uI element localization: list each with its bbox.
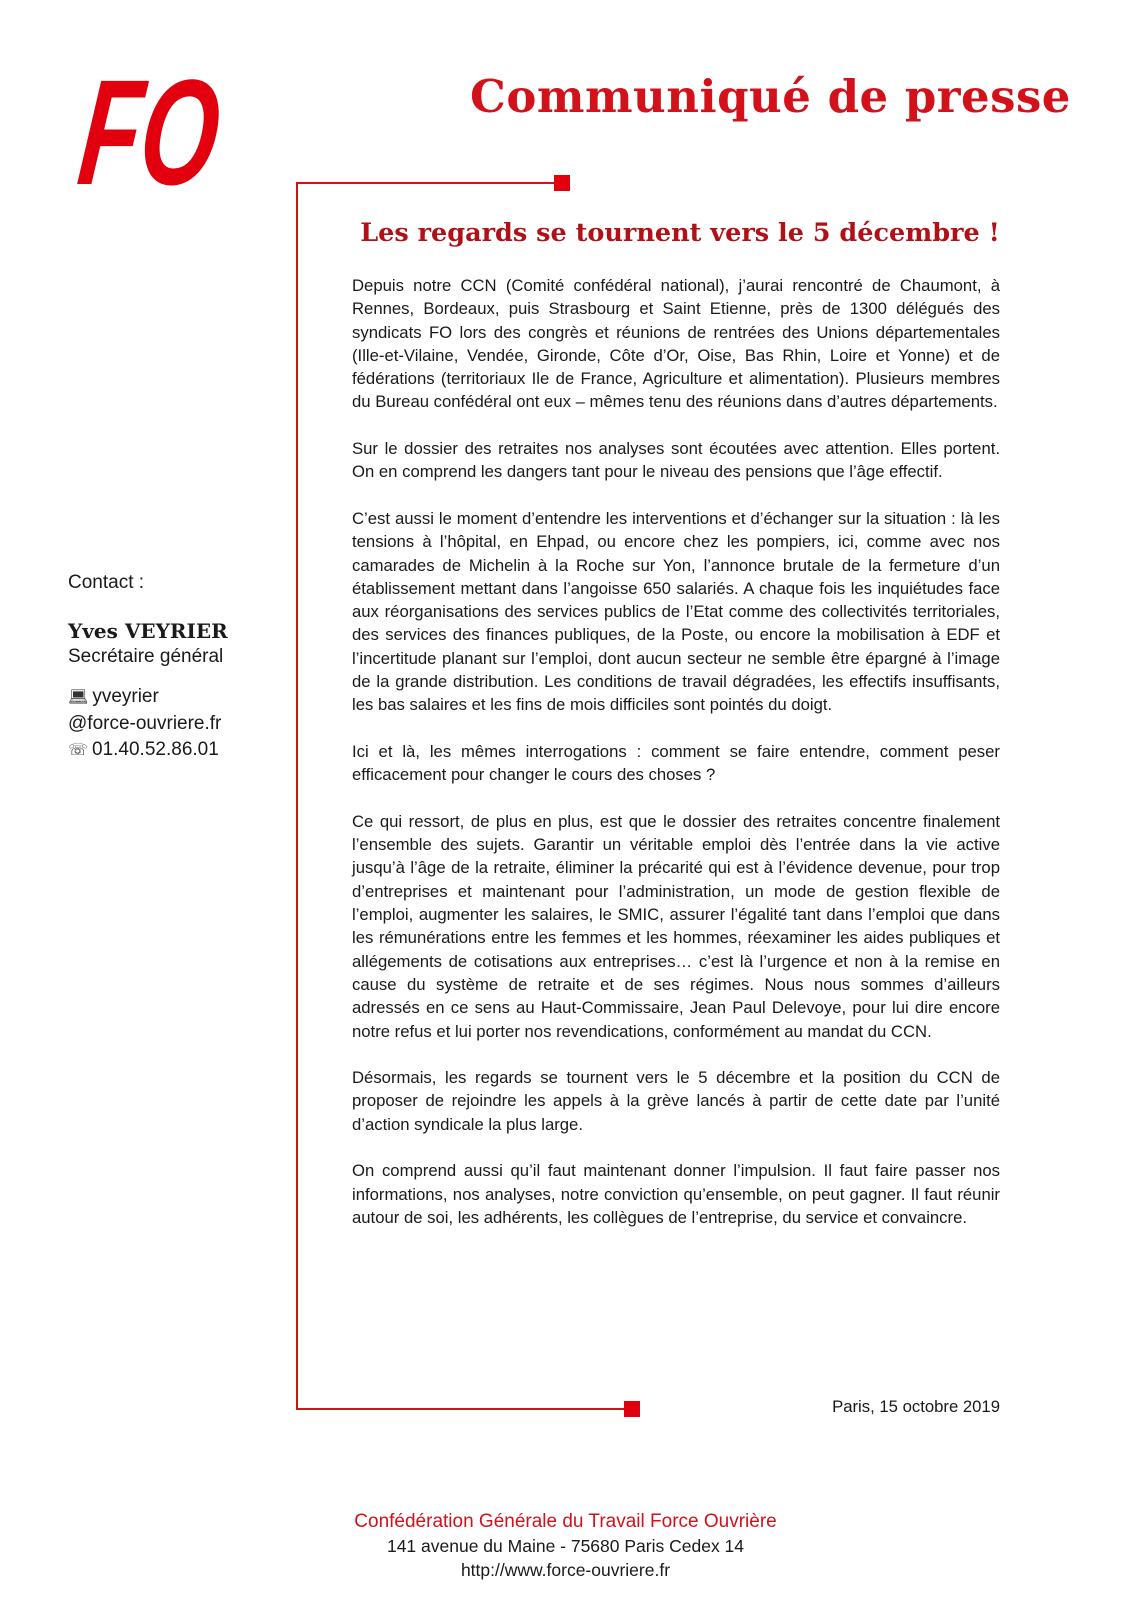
footer-website-link[interactable]: http://www.force-ouvriere.fr xyxy=(460,1560,671,1580)
contact-email-user[interactable]: yveyrier xyxy=(92,686,159,707)
date-line: Paris, 15 octobre 2019 xyxy=(832,1397,1000,1416)
contact-phone-line xyxy=(68,737,298,764)
footer-address: 141 avenue du Maine - 75680 Paris Cedex 14 xyxy=(386,1536,745,1556)
footer-organization: Confédération Générale du Travail Force Ouvrière xyxy=(354,1511,777,1532)
telephone-icon: ☏ xyxy=(68,742,89,759)
laptop-icon: 💻︎ xyxy=(68,689,89,706)
contact-label: Contact : xyxy=(68,572,145,593)
headline: Les regards se tournent vers le 5 décembre ! xyxy=(360,218,1000,248)
paragraph: On comprend aussi qu’il faut maintenant donner l’impulsion. Il faut faire passer nos informations, nos analyses, notre conviction qu’ensemble, on peut gagner. Il faut réunir autour de soi, les adhérents, les collègues de l’entreprise, du service et convaincre. xyxy=(352,1161,1000,1227)
contact-block xyxy=(68,572,298,764)
contact-email-line1[interactable] xyxy=(68,684,298,711)
fo-logo xyxy=(72,48,298,216)
paragraph: Ici et là, les mêmes interrogations : comment se faire entendre, comment peser efficacement pour changer le cours des choses ? xyxy=(352,741,1000,785)
frame-square-bottom xyxy=(624,1401,640,1417)
paragraph: Ce qui ressort, de plus en plus, est que le dossier des retraites concentre finalement l’ensemble des sujets. Garantir un véritable emploi dès l’entrée dans la vie active jusqu’à l’âge de la retraite, éliminer la précarité qui est à l’évidence devenue, pour trop d’entreprises et maintenant pour l’administration, un mode de gestion flexible de l’emploi, augmenter les salaires, le SMIC, assurer l’égalité tant dans l’emploi que dans les rémunérations entre les femmes et les hommes, réexaminer les aides publiques et allégements de cotisations aux entreprises… c’est là l’urgence et non à la remise en cause du système de retraite et de ses régimes. Nous nous sommes d’ailleurs adressés en ce sens au Haut-Commissaire, Jean Paul Delevoye, pour lui dire encore notre refus et lui porter nos revendications, conformément au mandat du CCN. xyxy=(352,811,1000,1041)
frame-line-top xyxy=(296,182,560,184)
contact-role: Secrétaire général xyxy=(68,646,224,667)
paragraph: Désormais, les regards se tournent vers le 5 décembre et la position du CCN de proposer de rejoindre les appels à la grève lancés à partir de cette date par l’unité d’action syndicale la plus large. xyxy=(352,1068,1000,1134)
body-text xyxy=(352,274,1000,1252)
contact-name: Yves VEYRIER xyxy=(68,619,228,643)
footer xyxy=(0,1510,1131,1582)
fo-logo-text: FO xyxy=(72,48,298,216)
contact-phone: 01.40.52.86.01 xyxy=(92,739,219,760)
page-title: Communiqué de presse xyxy=(470,70,1071,123)
frame-square-top xyxy=(554,175,570,191)
paragraph: Sur le dossier des retraites nos analyses sont écoutées avec attention. Elles portent. On en comprend les dangers tant pour le niveau des pensions que l’âge effectif. xyxy=(352,439,1000,482)
frame-line-bottom xyxy=(296,1408,632,1410)
contact-email-domain[interactable]: @force-ouvriere.fr xyxy=(68,713,222,734)
frame-line-left xyxy=(296,182,298,1410)
paragraph: C’est aussi le moment d’entendre les interventions et d’échanger sur la situation : là les tensions à l’hôpital, en Ehpad, ou encore chez les pompiers, ici, comme avec nos camarades de Michelin à la Roche sur Yon, l’annonce brutale de la fermeture d’un établissement mettant dans l’angoisse 650 salariés. A chaque fois les inquiétudes face aux réorganisations des services publics de l’Etat comme des collectivités territoriales, des services des finances publiques, de la Poste, ou encore la mobilisation à EDF et l’incertitude planant sur l’emploi, dont aucun secteur ne semble être épargné à l’image de la grande distribution. Les conditions de travail dégradées, les effectifs insuffisants, les bas salaires et les fins de mois difficiles sont pointés du doigt. xyxy=(352,508,1000,715)
paragraph: Depuis notre CCN (Comité confédéral national), j’aurai rencontré de Chaumont, à Rennes, Bordeaux, puis Strasbourg et Saint Etienne, près de 1300 délégués des syndicats FO lors des congrès et réunions de rentrées des Unions départementales (Ille-et-Vilaine, Vendée, Gironde, Côte d’Or, Oise, Bas Rhin, Loire et Yonne) et de fédérations (territoriaux Ile de France, Agriculture et alimentation). Plusieurs membres du Bureau confédéral ont eux – mêmes tenu des réunions dans d’autres départements. xyxy=(352,276,1000,412)
